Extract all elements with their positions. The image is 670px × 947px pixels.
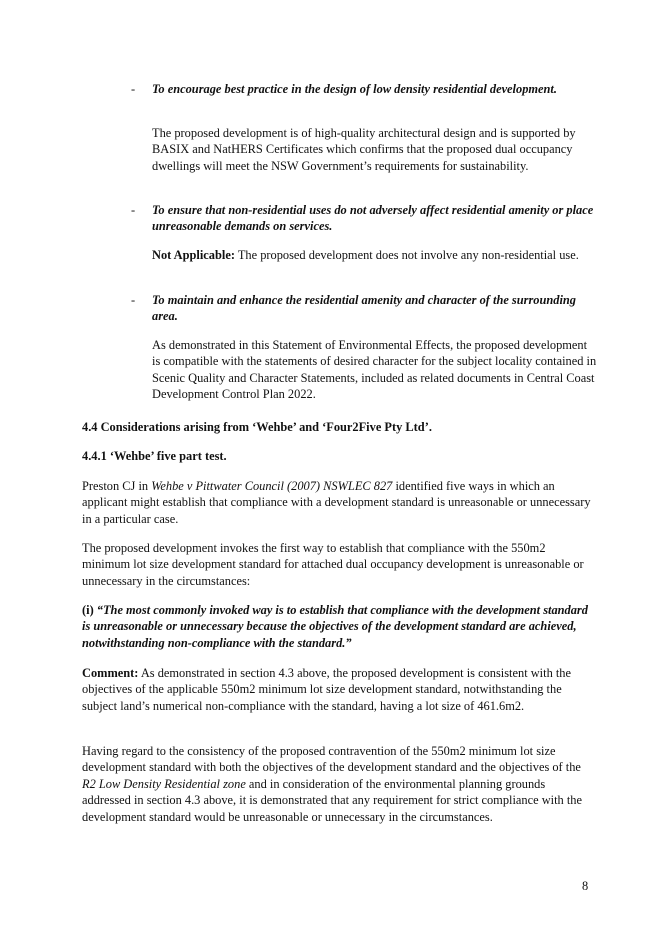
zone-name: R2 Low Density Residential zone	[82, 776, 246, 791]
comment-text: As demonstrated in section 4.3 above, the proposed development is consistent with the objectives of the applicable 550m2 minimum lot size development standard, notwithstanding the subject land’s numerical non-compliance with the standard, having a lot size of 461.6m2.	[82, 666, 571, 713]
comment-label: Not Applicable:	[152, 248, 235, 262]
objective-comment	[152, 247, 597, 263]
text-run: Preston CJ in	[82, 479, 152, 493]
text-run: and in consideration of the environmental planning grounds addressed in section 4.3 above, it is demonstrated that any requirement for strict compliance with the development standard would be unreasonable or unnecessary in the circumstances.	[82, 776, 582, 824]
list-dash: -	[131, 203, 136, 217]
objective-title: To encourage best practice in the design of low density residential development.	[152, 82, 557, 96]
comment-label: Comment:	[82, 666, 139, 680]
comment-paragraph	[82, 665, 592, 714]
objective-comment: As demonstrated in this Statement of Environmental Effects, the proposed development is compatible with the statements of desired character for the subject locality contained in Scenic Quality and Character Statements, included as related documents in Central Coast Development Control Plan 2022.	[152, 338, 597, 402]
section-heading: 4.4 Considerations arising from ‘Wehbe’ and ‘Four2Five Pty Ltd’.	[82, 420, 432, 434]
quote-paragraph	[82, 602, 592, 651]
text-run: Having regard to the consistency of the proposed contravention of the 550m2 minimum lot size development standard with both the objectives of the development standard and the objectives of the	[82, 744, 581, 775]
paragraph-invokes: The proposed development invokes the first way to establish that compliance with the 550m2 minimum lot size development standard for attached dual occupancy development is unreasonable or unnecessary in the circumstances:	[82, 541, 584, 588]
text-run: identified five ways in which an applicant might establish that compliance with a development standard is unreasonable or unnecessary in a particular case.	[82, 479, 591, 526]
subsection-heading: 4.4.1 ‘Wehbe’ five part test.	[82, 449, 227, 463]
comment-text: The proposed development does not involve any non-residential use.	[234, 248, 579, 262]
page-number: 8	[582, 879, 589, 893]
case-citation: Wehbe v Pittwater Council (2007) NSWLEC 827	[151, 479, 393, 493]
objective-title: To ensure that non-residential uses do not adversely affect residential amenity or place unreasonable demands on services.	[152, 203, 594, 234]
list-dash: -	[131, 82, 136, 96]
objective-title: To maintain and enhance the residential amenity and character of the surrounding area.	[152, 293, 576, 324]
quote-text: “The most commonly invoked way is to establish that compliance with the development standard is unreasonable or unnecessary because the objectives of the development standard are achieved, notwithstanding non-compliance with the standard.”	[82, 603, 588, 650]
paragraph-conclusion	[82, 743, 592, 825]
quote-number: (i)	[82, 603, 97, 617]
paragraph-wehbe	[82, 478, 592, 527]
list-dash: -	[131, 293, 136, 307]
objective-comment: The proposed development is of high-quality architectural design and is supported by BASIX and NatHERS Certificates which confirms that the proposed dual occupancy dwellings will meet the NSW Government’s requirements for sustainability.	[152, 126, 576, 173]
